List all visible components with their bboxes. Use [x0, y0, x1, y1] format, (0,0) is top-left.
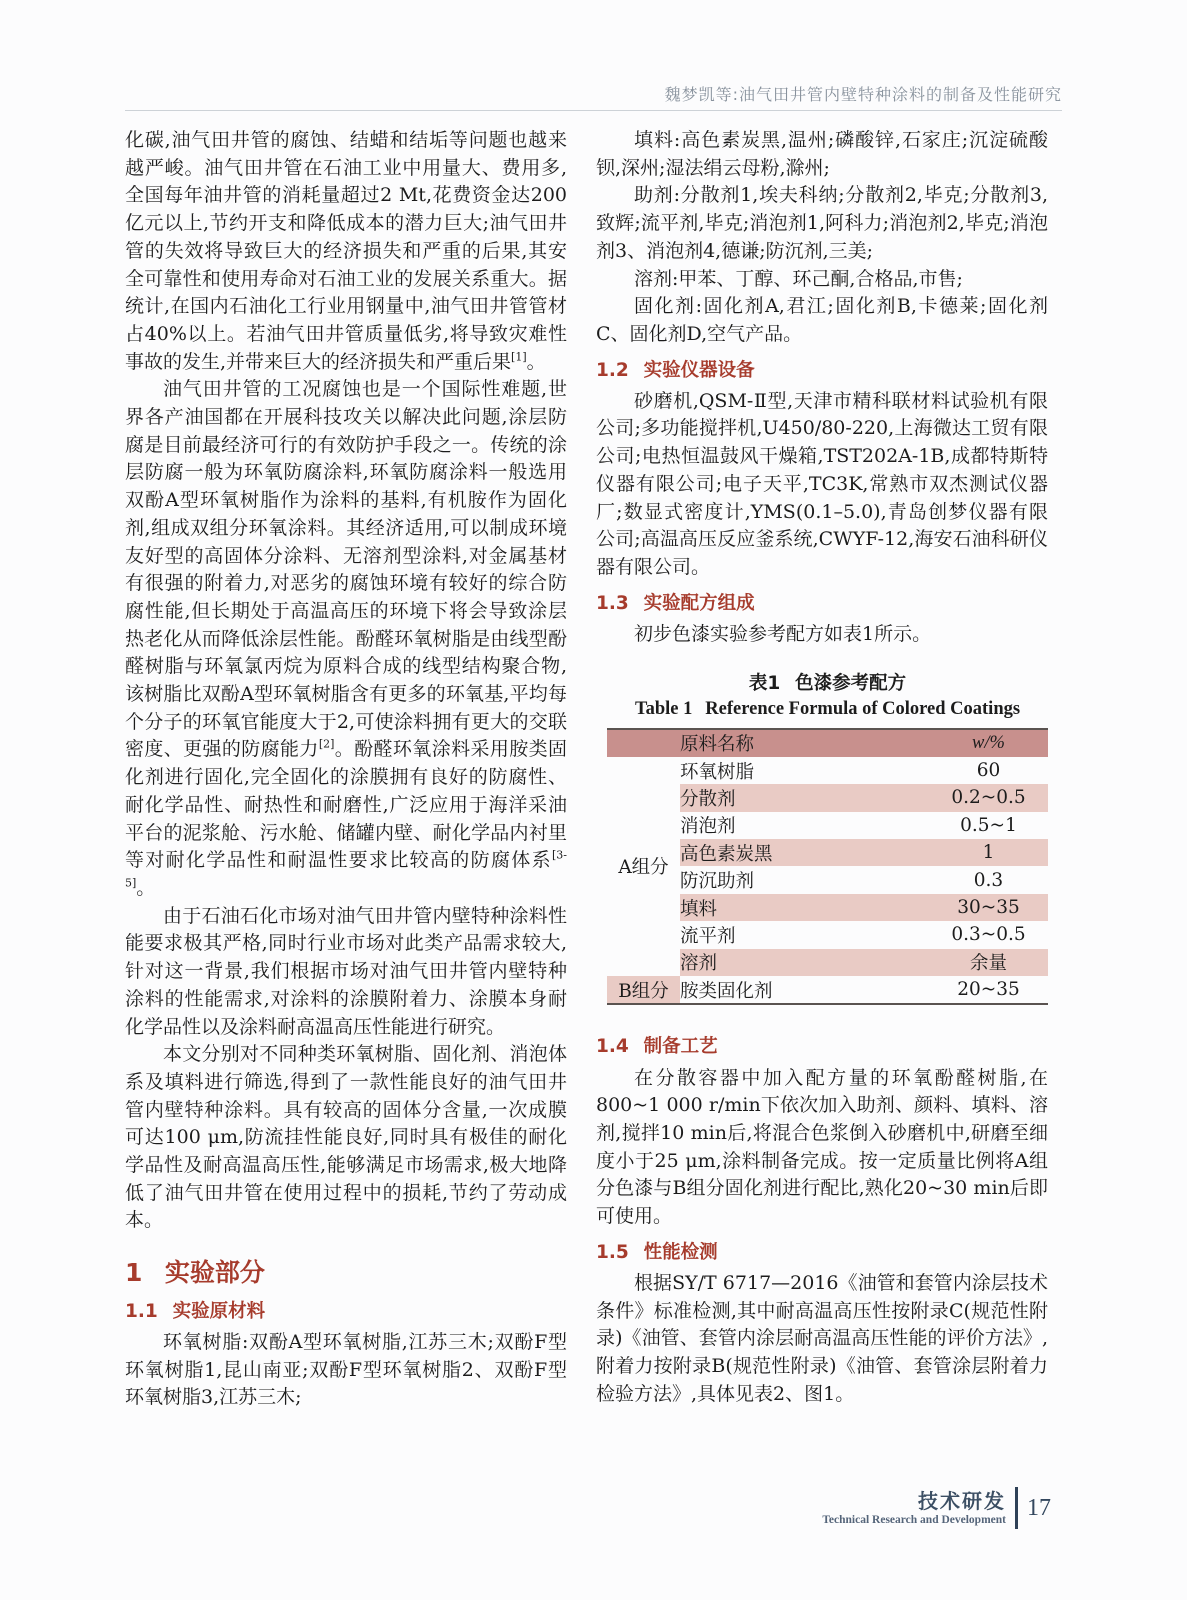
running-head: 魏梦凯等:油气田井管内壁特种涂料的制备及性能研究	[664, 85, 1062, 104]
table1-name-cell: 高色素炭黑	[680, 839, 929, 866]
table1-title-zh-text: 色漆参考配方	[795, 672, 907, 694]
table1-group-cell: A组分	[618, 857, 669, 879]
table1-block	[607, 669, 1048, 1006]
table1-name-cell: 填料	[680, 894, 929, 921]
section-title: 制备工艺	[643, 1036, 718, 1058]
section-number: 1.5	[596, 1241, 629, 1263]
table1-value-cell: 30~35	[929, 894, 1048, 921]
table1-name-cell: 胺类固化剂	[680, 980, 773, 1002]
section-heading-1-3	[596, 592, 1048, 615]
table1-name-cell: 分散剂	[680, 784, 929, 811]
section-heading-1-4	[596, 1035, 1048, 1058]
header-rule	[125, 110, 1062, 111]
right-column	[596, 127, 1048, 1408]
paragraph: 在分散容器中加入配方量的环氧酚醛树脂,在800~1 000 r/min下依次加入助剂、颜料、填料、溶剂,搅拌10 min后,将混合色浆倒入砂磨机中,研磨至细度小于25 μm,涂料制备完成。按一定质量比例将A组分色漆与B组分固化剂进行配比,熟化20~30 min后即可使用。	[596, 1066, 1048, 1228]
table1-row	[607, 976, 1048, 1004]
reference-superscript: [3-5]	[125, 848, 567, 890]
table1-name-cell: 流平剂	[680, 925, 736, 947]
table1	[607, 728, 1048, 1006]
page-number: 17	[1027, 1494, 1051, 1521]
section-number: 1.2	[596, 359, 629, 381]
paragraph: 根据SY/T 6717—2016《油管和套管内涂层技术条件》标准检测,其中耐高温高压性按附录C(规范性附录)《油管、套管内涂层耐高温高压性能的评价方法》,附着力按附录B(规范性附录)《油管、套管涂层附着力检验方法》,具体见表2、图1。	[596, 1271, 1048, 1405]
section-number: 1	[125, 1258, 143, 1288]
paragraph: 固化剂:固化剂A,君江;固化剂B,卡德莱;固化剂C、固化剂D,空气产品。	[596, 295, 1048, 345]
paragraph: 油气田井管的工况腐蚀也是一个国际性难题,世界各产油国都在开展科技攻关以解决此问题,涂层防腐是目前最经济可行的有效防护手段之一。传统的涂层防腐一般为环氧防腐涂料,环氧防腐涂料一般选用双酚A型环氧树脂作为涂料的基料,有机胺作为固化剂,组成双组分环氧涂料。其经济适用,可以制成环境友好型的高固体分涂料、无溶剂型涂料,对金属基材有很强的附着力,对恶劣的腐蚀环境有较好的综合防腐性能,但长期处于高温高压的环境下将会导致涂层热老化从而降低涂层性能。酚醛环氧树脂是由线型酚醛树脂与环氧氯丙烷为原料合成的线型结构聚合物,该树脂比双酚A型环氧树脂含有更多的环氧基,平均每个分子的环氧官能度大于2,可使涂料拥有更大的交联密度、更强的防腐能力[2]。酚醛环氧涂料采用胺类固化剂进行固化,完全固化的涂膜拥有良好的防腐性、耐化学品性、耐热性和耐磨性,广泛应用于海洋采油平台的泥浆舱、污水舱、储罐内壁、耐化学品内衬里等对耐化学品性和耐温性要求比较高的防腐体系[3-5]。	[125, 378, 567, 899]
table1-label-zh: 表1	[748, 672, 781, 694]
table1-value-cell: 0.2~0.5	[929, 784, 1048, 811]
section-title: 实验仪器设备	[643, 359, 755, 381]
paragraph: 砂磨机,QSM-Ⅱ型,天津市精科联材料试验机有限公司;多功能搅拌机,U450/80-220,上海微达工贸有限公司;电热恒温鼓风干燥箱,TST202A-1B,成都特斯特仪器有限公司;电子天平,TC3K,常熟市双杰测试仪器厂;数显式密度计,YMS(0.1–5.0),青岛创梦仪器有限公司;高温高压反应釜系统,CWYF-12,海安石油科研仪器有限公司。	[596, 389, 1048, 578]
table1-title-zh	[607, 669, 1048, 695]
section-number: 1.1	[125, 1300, 158, 1322]
left-column	[125, 127, 567, 1412]
table1-value-cell: 0.3	[973, 869, 1004, 891]
section-heading-1	[125, 1259, 567, 1288]
table1-name-cell: 溶剂	[680, 949, 929, 976]
paragraph: 助剂:分散剂1,埃夫科纳;分散剂2,毕克;分散剂3,致辉;流平剂,毕克;消泡剂1,阿科力;消泡剂2,毕克;消泡剂3、消泡剂4,德谦;防沉剂,三美;	[596, 184, 1048, 262]
table1-header-name: 原料名称	[680, 729, 929, 757]
section-number: 1.3	[596, 592, 629, 614]
paragraph: 溶剂:甲苯、丁醇、环己酮,合格品,市售;	[634, 267, 963, 290]
section-heading-1-2	[596, 359, 1048, 382]
reference-superscript: [2]	[318, 738, 335, 752]
table1-value-cell: 余量	[929, 949, 1048, 976]
paragraph: 本文分别对不同种类环氧树脂、固化剂、消泡体系及填料进行筛选,得到了一款性能良好的油气田井管内壁特种涂料。具有较高的固体分含量,一次成膜可达100 μm,防流挂性能良好,同时具有极佳的耐化学品性及耐高温高压性,能够满足市场需求,极大地降低了油气田井管在使用过程中的损耗,节约了劳动成本。	[125, 1043, 567, 1232]
table1-name-cell: 环氧树脂	[680, 761, 755, 783]
table1-value-cell: 60	[976, 760, 1001, 782]
table1-value-cell: 0.5~1	[960, 814, 1017, 836]
paragraph: 化碳,油气田井管的腐蚀、结蜡和结垢等问题也越来越严峻。油气田井管在石油工业中用量大、费用多,全国每年油井管的消耗量超过2 Mt,花费资金达200亿元以上,节约开支和降低成本的潜力巨大;油气田井管的失效将导致巨大的经济损失和严重的后果,其安全可靠性和使用寿命对石油工业的发展关系重大。据统计,在国内石油化工行业用钢量中,油气田井管管材占40%以上。若油气田井管质量低劣,将导致灾难性事故的发生,并带来巨大的经济损失和严重后果[1]。	[125, 129, 567, 373]
table1-name-cell: 防沉助剂	[680, 871, 755, 893]
reference-superscript: [1]	[511, 350, 527, 364]
paragraph: 由于石油石化市场对油气田井管内壁特种涂料性能要求极其严格,同时行业市场对此类产品需求较大,针对这一背景,我们根据市场对油气田井管内壁特种涂料的性能需求,对涂料的涂膜附着力、涂膜本身耐化学品性以及涂料耐高温高压性能进行研究。	[125, 904, 567, 1038]
table1-group-cell: B组分	[607, 976, 680, 1004]
section-title: 实验部分	[164, 1258, 265, 1288]
footer-divider-bar	[1015, 1487, 1018, 1529]
table1-title-en-text: Reference Formula of Colored Coatings	[705, 698, 1021, 719]
table1-name-cell: 消泡剂	[680, 816, 736, 838]
table1-value-cell: 0.3~0.5	[951, 924, 1026, 946]
table1-header-group-cell	[607, 729, 680, 757]
section-number: 1.4	[596, 1036, 629, 1058]
section-title: 实验原材料	[172, 1300, 266, 1322]
section-heading-1-1	[125, 1300, 567, 1323]
footer-label-zh: 技术研发	[918, 1489, 1006, 1513]
table1-value-cell: 20~35	[957, 979, 1020, 1001]
section-heading-1-5	[596, 1241, 1048, 1264]
page-footer	[822, 1487, 1051, 1529]
section-title: 实验配方组成	[643, 592, 755, 614]
table1-row	[607, 757, 1048, 784]
paragraph: 填料:高色素炭黑,温州;磷酸锌,石家庄;沉淀硫酸钡,深州;湿法绢云母粉,滁州;	[596, 129, 1048, 179]
footer-labels	[822, 1490, 1006, 1526]
table1-value-cell: 1	[929, 839, 1048, 866]
paragraph: 初步色漆实验参考配方如表1所示。	[634, 622, 932, 645]
paragraph: 环氧树脂:双酚A型环氧树脂,江苏三木;双酚F型环氧树脂1,昆山南亚;双酚F型环氧树脂2、双酚F型环氧树脂3,江苏三木;	[125, 1331, 567, 1409]
footer-label-en: Technical Research and Development	[822, 1514, 1006, 1526]
table1-title-en	[607, 699, 1048, 720]
section-title: 性能检测	[643, 1241, 718, 1263]
table1-header-value: w/%	[929, 729, 1048, 757]
table1-header-row	[607, 729, 1048, 757]
table1-label-en: Table 1	[634, 698, 693, 719]
